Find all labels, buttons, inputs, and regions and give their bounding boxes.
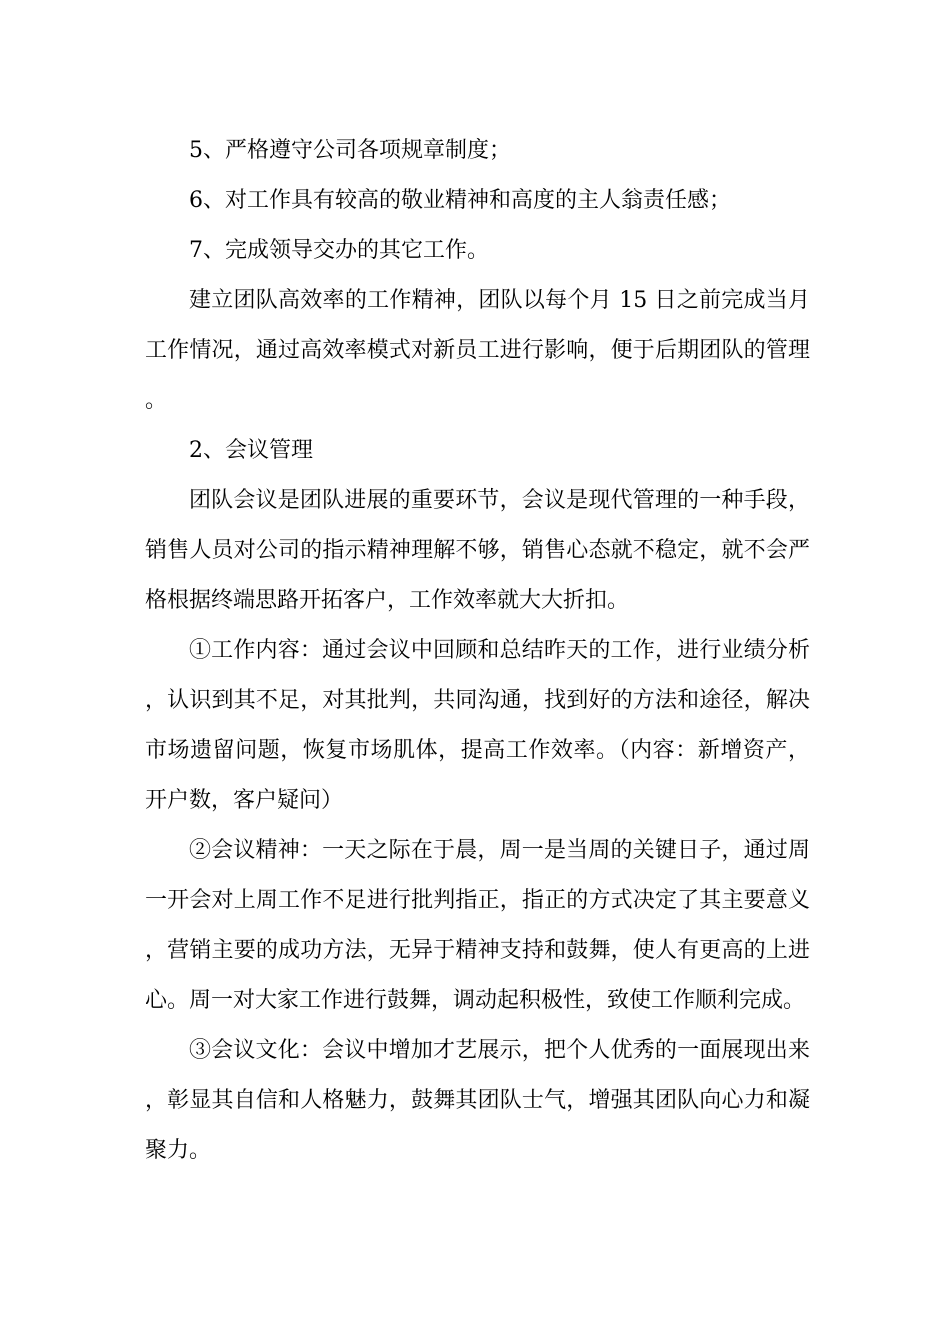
document-body — [145, 126, 810, 1176]
list-item-5: 5、严格遵守公司各项规章制度； — [189, 138, 511, 163]
meeting-intro-paragraph: 团队会议是团队进展的重要环节，会议是现代管理的一种手段，销售人员对公司的指示精神理解不够，销售心态就不稳定，就不会严格根据终端思路开拓客户，工作效率就大大折扣。 — [145, 488, 810, 613]
list-item-6: 6、对工作具有较高的敬业精神和高度的主人翁责任感； — [189, 188, 731, 213]
meeting-culture-paragraph: ③会议文化：会议中增加才艺展示，把个人优秀的一面展现出来，彰显其自信和人格魅力，鼓舞其团队士气，增强其团队向心力和凝聚力。 — [145, 1038, 810, 1163]
meeting-content-paragraph: ①工作内容：通过会议中回顾和总结昨天的工作，进行业绩分析，认识到其不足，对其批判，共同沟通，找到好的方法和途径，解决市场遗留问题，恢复市场肌体，提高工作效率。（内容：新增资产，开户数，客户疑问） — [145, 638, 810, 813]
meeting-spirit-paragraph: ②会议精神：一天之际在于晨，周一是当周的关键日子，通过周一开会对上周工作不足进行批判指正，指正的方式决定了其主要意义，营销主要的成功方法，无异于精神支持和鼓舞，使人有更高的上进心。周一对大家工作进行鼓舞，调动起积极性，致使工作顺利完成。 — [145, 838, 810, 1013]
section-heading-meeting-management: 2、会议管理 — [189, 438, 313, 463]
list-item-7: 7、完成领导交办的其它工作。 — [189, 238, 489, 263]
team-efficiency-paragraph: 建立团队高效率的工作精神，团队以每个月 15 日之前完成当月工作情况，通过高效率模式对新员工进行影响，便于后期团队的管理。 — [145, 288, 810, 413]
